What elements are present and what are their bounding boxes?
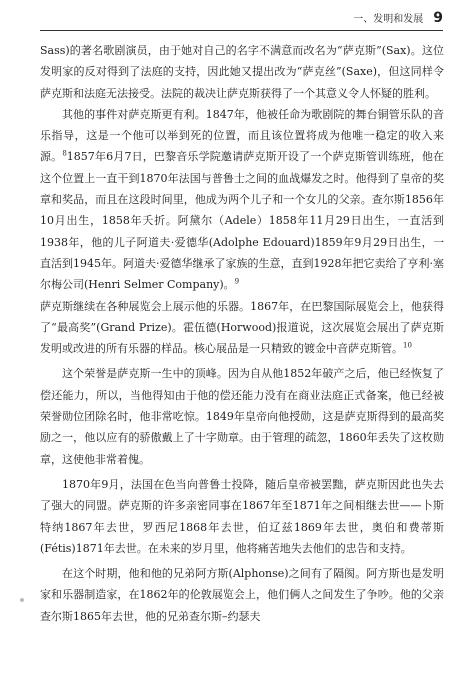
chapter-section-title: 一、发明和发展	[353, 14, 424, 25]
paragraph-2-text: 其他的事件对萨克斯更有利。1847年，他被任命为歌剧院的舞台铜管乐队的音乐指导，这是一个他可以举到死的位置，而且该位置将成为他唯一稳定的收入来源。	[40, 107, 444, 164]
paragraph-4-text: 这个荣誉是萨克斯一生中的顶峰。因为自从他1852年破产之后，他已经恢复了偿还能力，所以，当他得知由于他的偿还能力没有在商业法庭正式备案，他已经被荣誉勋位团除名时，他非常吃惊。1849年皇帝向他授勋，这是萨克斯得到的最高奖励之一，他以应有的骄傲戴上了十字勋章。由于管理的疏忽，1860年丢失了这枚勋章，这使他非常着傀。	[40, 367, 444, 466]
paragraph-1	[40, 40, 444, 104]
footnote-marker-9: 9	[234, 277, 240, 286]
scan-margin-mark	[20, 598, 24, 602]
paragraph-4	[40, 363, 444, 469]
paragraph-2-text-continued: 1857年6月7日，巴黎音乐学院邀请萨克斯开设了一个萨克斯管训练班，他在这个位置上一直干到1870年法国与普鲁士之间的血战爆发之时。他得到了皇帝的奖章和奖品，而且在这段时间里，他成为两个儿子和一个女儿的父亲。查尔斯1856年10月出生，1858年夭折。阿黛尔（Adele）1858年11月29日出生，一直活到1938年，他的儿子阿道夫·爱德华(Adolphe Edouard)1859年9月29日出生，一直活到1945年。阿道夫·爱德华继承了家族的生意，直到1928年把它卖给了亨利·塞尔梅公司(Henri Selmer Company)。	[40, 150, 444, 292]
paragraph-1-text: Sass)的著名歌剧演员，由于她对自己的名字不满意而改名为“萨克斯”(Sax)。这位发明家的反对得到了法庭的支持，因此她又提出改为“萨克丝”(Saxe)，但这同样令萨克斯和法庭无法接受。法院的裁决让萨克斯获得了一个其意义令人怀疑的胜利。	[40, 44, 444, 100]
paragraph-6-text: 在这个时期，他和他的兄弟阿方斯(Alphonse)之间有了隔阂。阿方斯也是发明家和乐器制造家，在1862年的伦敦展览会上，他们俩人之间发生了争吵。他的父亲查尔斯1865年去世，他的兄弟查尔斯–约瑟夫	[40, 567, 444, 623]
paragraph-2	[40, 104, 444, 296]
body-text	[40, 40, 444, 627]
page-number: 9	[433, 10, 443, 26]
running-header	[40, 10, 443, 31]
paragraph-5	[40, 474, 444, 559]
paragraph-5-text: 1870年9月，法国在色当向普鲁士投降，随后皇帝被罢黜，萨克斯因此也失去了强大的同盟。萨克斯的许多亲密同事在1867年至1871年之间相继去世——卜斯特纳1867年去世，罗西尼1868年去世，伯辽兹1869年去世，奥伯和费蒂斯(Fétis)1871年去世。在未来的岁月里，他将痛苦地失去他们的忠告和支持。	[40, 477, 444, 555]
paragraph-3	[40, 296, 444, 360]
paragraph-6	[40, 563, 444, 627]
paragraph-3-text: 萨克斯继续在各种展览会上展示他的乐器。1867年，在巴黎国际展览会上，他获得了“最高奖”(Grand Prize)。霍伍德(Horwood)报道说，这次展览会展出了萨克斯发明或改进的所有乐器的样品。核心展品是一只精致的镀金中音萨克斯管。	[40, 299, 444, 356]
footnote-marker-8: 8	[62, 149, 67, 158]
footnote-marker-10: 10	[403, 341, 412, 350]
